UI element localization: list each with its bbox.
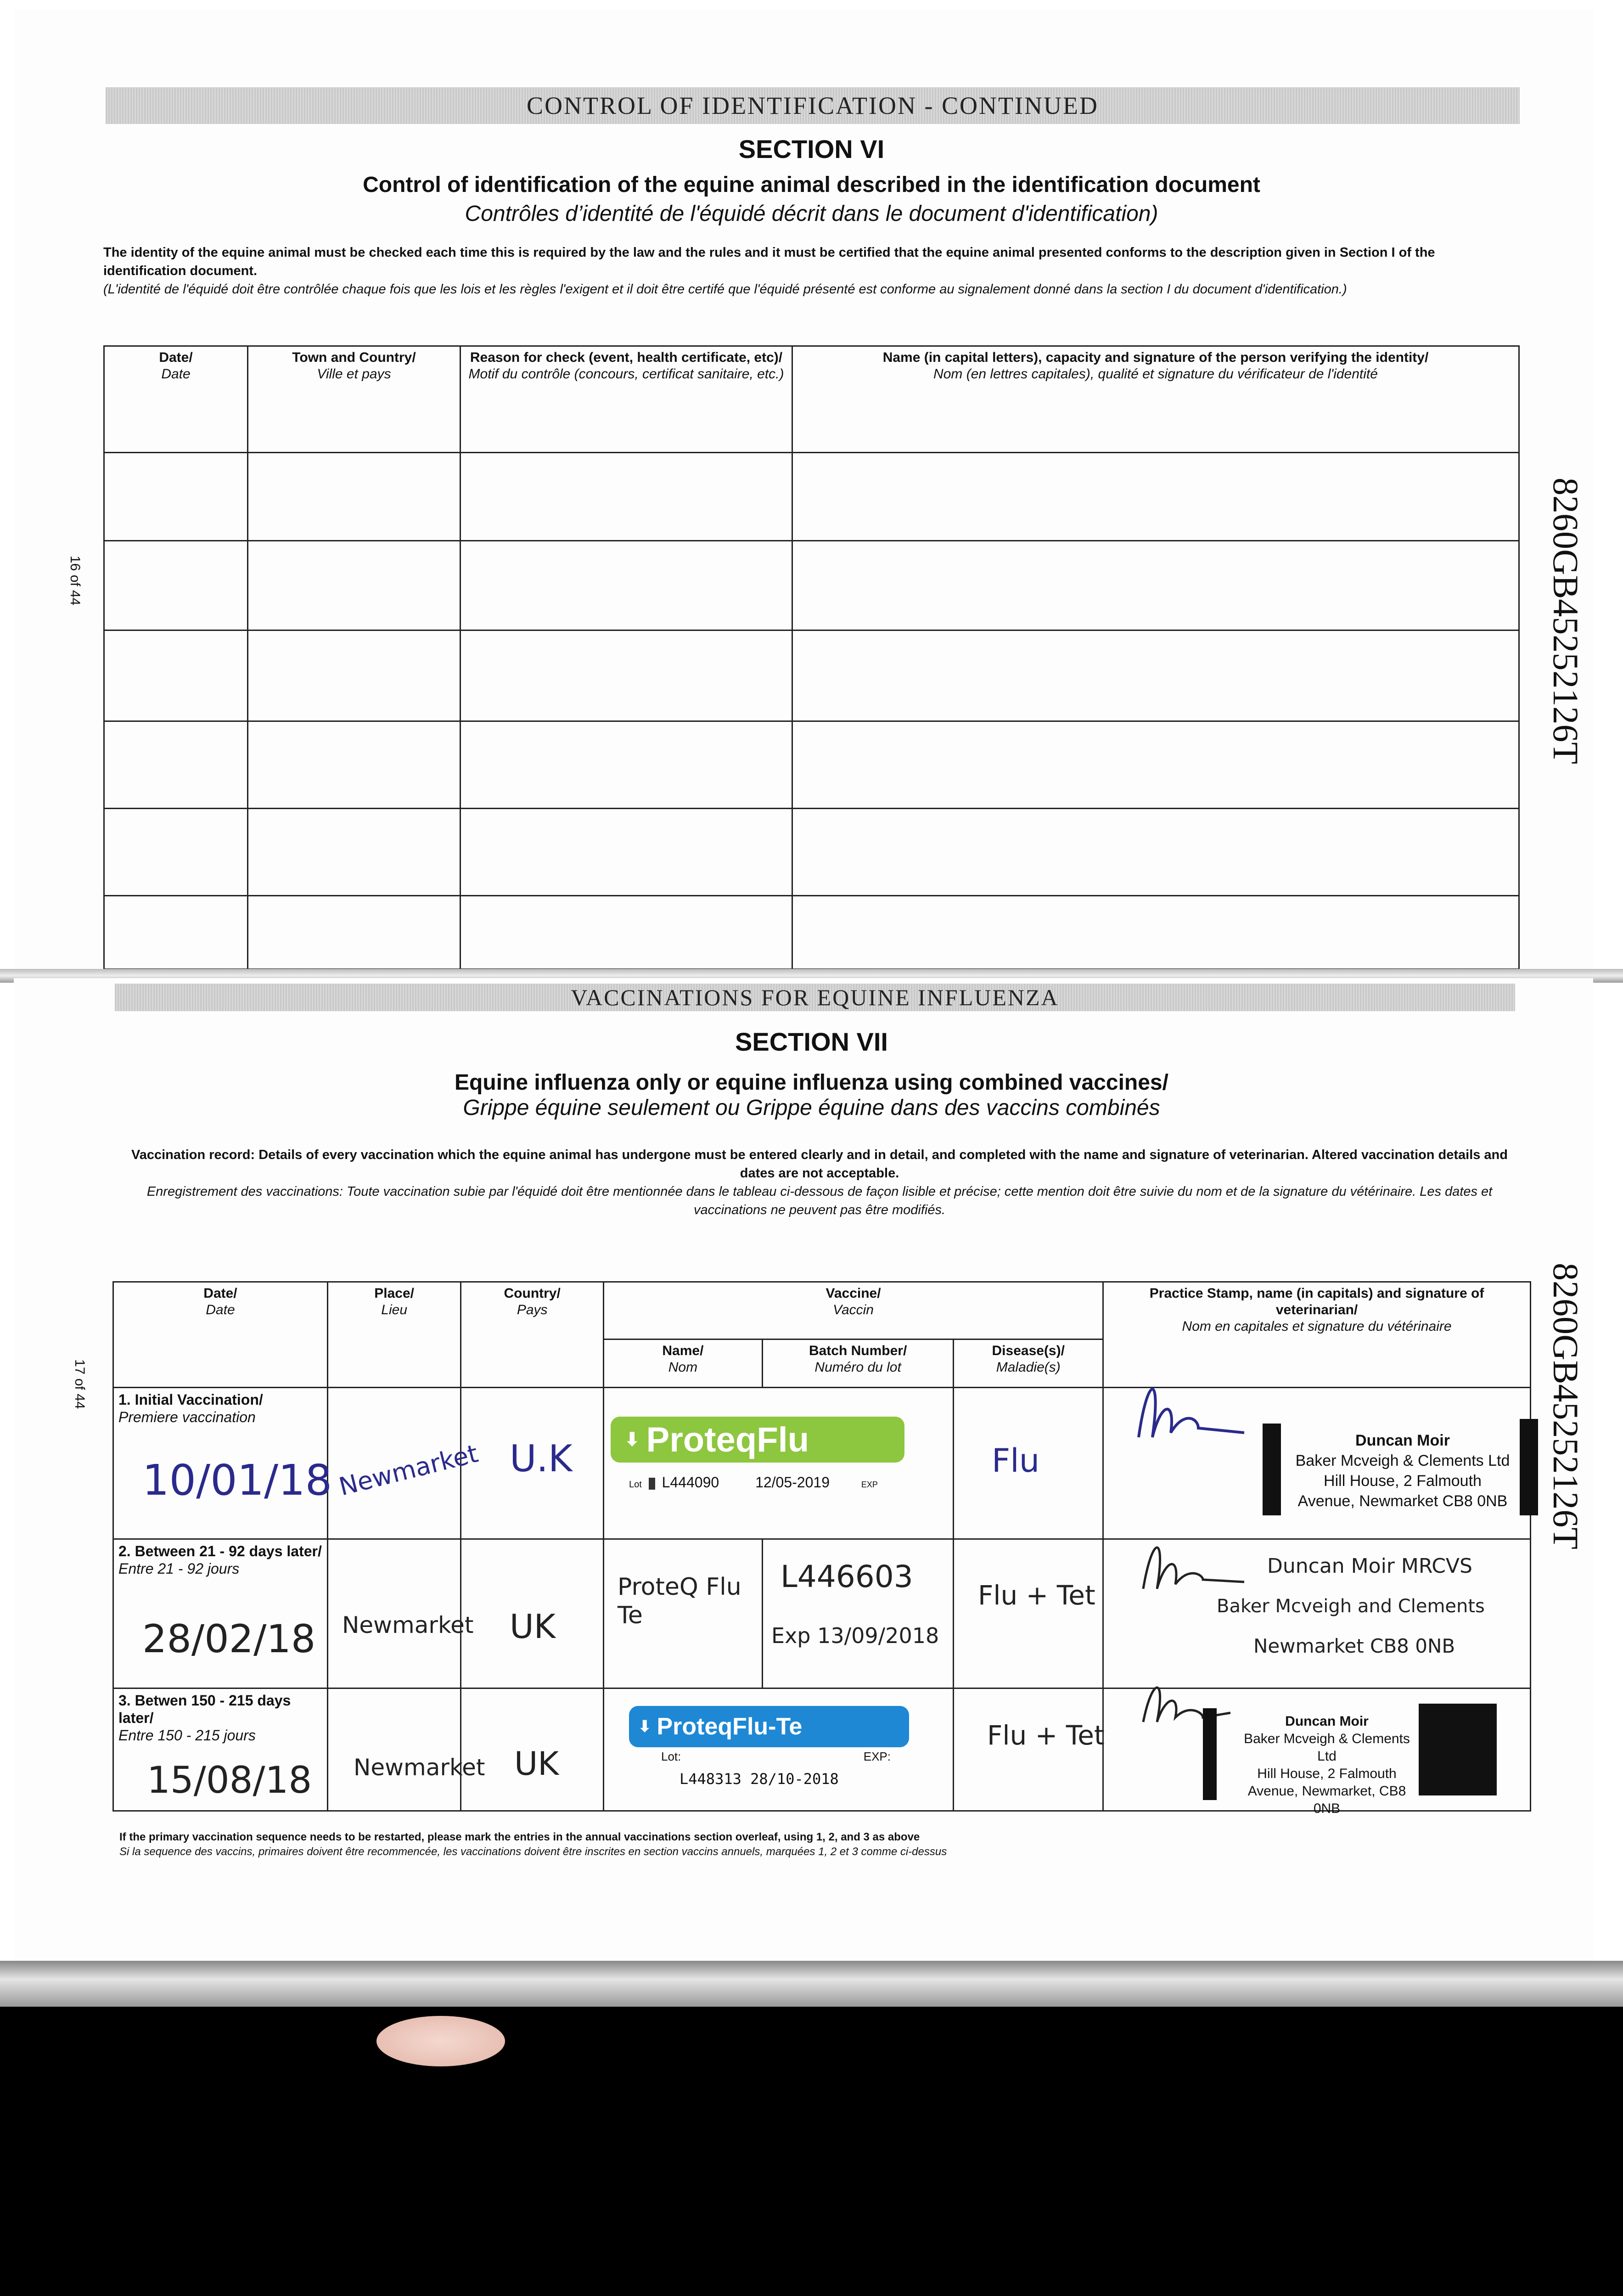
section-vi-heading: SECTION VI (738, 135, 885, 163)
cell[interactable] (104, 809, 248, 896)
col-country: Country/ Pays (461, 1282, 604, 1388)
arrow-down-icon: ⬇ (638, 1718, 651, 1735)
row3-vaccine-label (629, 1706, 909, 1747)
cell[interactable] (104, 896, 248, 969)
col-place: Place/ Lieu (327, 1282, 461, 1388)
cell[interactable] (104, 721, 248, 809)
col-vaccine: Vaccine/ Vaccin (603, 1282, 1103, 1339)
cell[interactable] (248, 809, 461, 896)
section-vi-title-fr: Contrôles d’identité de l'équidé décrit dans le document d'identification) (465, 202, 1158, 226)
cell[interactable] (461, 630, 792, 721)
cell[interactable] (461, 896, 792, 969)
row1-vaccine-label (611, 1417, 904, 1463)
col-disease: Disease(s)/ Maladie(s) (954, 1339, 1103, 1388)
side-id-code-bottom: 8260GB45252126T (1546, 1263, 1586, 1549)
stamp-edge (1520, 1419, 1538, 1515)
table-row (104, 896, 1519, 969)
stamp-edge (1263, 1424, 1281, 1515)
cell[interactable] (104, 541, 248, 630)
section-vii-title-fr: Grippe équine seulement ou Grippe équine dans des vaccins combinés (463, 1096, 1160, 1120)
row2-disease-cell[interactable] (954, 1539, 1103, 1688)
footnote: If the primary vaccination sequence needs to be restarted, please mark the entries in the annual vaccinations section overleaf, using 1, 2, and 3 as above Si la sequence des vaccins, primaires doivent être recommencée, les vaccinations doivent être inscrites en section vaccins annuels, marquées 1, 2 et 3 comme ci-dessus (119, 1831, 947, 1858)
barcode-icon (649, 1478, 655, 1490)
intro-en: The identity of the equine animal must be checked each time this is required by the law and the rules and it must be certified that the equine animal presented conforms to the description given in Section I of the identification document. (103, 245, 1435, 278)
row1-disease: Flu (992, 1442, 1040, 1480)
cell[interactable] (792, 896, 1519, 969)
cell[interactable] (104, 630, 248, 721)
cell[interactable] (461, 453, 792, 541)
thumb (376, 2016, 505, 2066)
row2-date: 28/02/18 (142, 1616, 316, 1661)
col-reason: Reason for check (event, health certificate, etc)/ Motif du contrôle (concours, certificat sanitaire, etc.) (461, 346, 792, 453)
row3-place-cell[interactable] (327, 1688, 461, 1811)
row3-vaccine-brand: ProteqFlu-Te (657, 1713, 803, 1740)
background-dark (0, 2007, 1623, 2296)
row2-place: Newmarket (342, 1612, 474, 1638)
row1-vaccine-brand: ProteqFlu (646, 1420, 809, 1459)
row3-disease: Flu + Tet (987, 1720, 1105, 1751)
col-town-country: Town and Country/ Ville et pays (248, 346, 461, 453)
row1-vaccine-cell[interactable] (603, 1388, 953, 1539)
row2-vet-line-1: Duncan Moir MRCVS (1267, 1554, 1472, 1578)
row1-practice-stamp: Duncan Moir Baker Mcveigh & Clements Ltd Hill House, 2 Falmouth Avenue, Newmarket CB8 0NB (1295, 1432, 1510, 1510)
cell[interactable] (248, 453, 461, 541)
side-id-code-top: 8260GB45252126T (1546, 478, 1586, 764)
row2-batch: L446603 (781, 1559, 913, 1594)
row2-date-cell[interactable]: 2. Between 21 - 92 days later/ Entre 21 - 92 jours (113, 1539, 328, 1688)
row3-signature (1129, 1667, 1244, 1736)
intro-fr: (L'identité de l'équidé doit être contrôlée chaque fois que les lois et les règles l'exigent et il doit être certifé que l'équidé présenté est conforme au signalement donné dans la section I du document d'identification.) (103, 282, 1347, 297)
section-vii-title: Equine influenza only or equine influenza using combined vaccines/ (455, 1070, 1168, 1095)
row2-vet-line-3: Newmarket CB8 0NB (1253, 1635, 1455, 1657)
cell[interactable] (104, 453, 248, 541)
record-fr: Enregistrement des vaccinations: Toute vaccination subie par l'équidé doit être mentionnée dans le tableau ci-dessous de façon lisible et précise; cette mention doit être suivie du nom et de la signature du vétérinaire. Les dates et vaccinations ne peuvent pas être modifiés. (146, 1184, 1493, 1217)
record-en: Vaccination record: Details of every vaccination which the equine animal has undergone must be entered clearly and in detail, and completed with the name and signature of veterinarian. Altered vaccination details and dates are not acceptable. (131, 1148, 1508, 1181)
row1-place: Newmarket (336, 1439, 481, 1502)
section-vii-heading: SECTION VII (735, 1027, 888, 1056)
stamp-edge (1419, 1704, 1497, 1795)
row1-country: U.K (510, 1437, 573, 1480)
row1-signature (1120, 1364, 1258, 1456)
row3-place: Newmarket (354, 1754, 485, 1781)
section-vi-banner: CONTROL OF IDENTIFICATION - CONTINUED (106, 87, 1520, 124)
table-row (104, 630, 1519, 721)
section-vi-title: Control of identification of the equine animal described in the identification document (363, 173, 1260, 197)
row3-lot-labels: Lot: EXP: (661, 1750, 891, 1763)
row3-country: UK (514, 1745, 559, 1783)
row2-signature (1129, 1525, 1258, 1603)
col-vaccine-name: Name/ Nom (603, 1339, 762, 1388)
cell[interactable] (461, 721, 792, 809)
cell[interactable] (461, 809, 792, 896)
row2-batch-expiry: Exp 13/09/2018 (771, 1623, 939, 1648)
cell[interactable] (461, 541, 792, 630)
cell[interactable] (792, 630, 1519, 721)
cell[interactable] (248, 896, 461, 969)
cell[interactable] (792, 809, 1519, 896)
col-date: Date/ Date (113, 1282, 328, 1388)
stamp-edge (1203, 1708, 1217, 1800)
section-vi-intro (103, 243, 1513, 298)
row3-lot-line: L448313 28/10-2018 (680, 1770, 839, 1788)
table-row (104, 809, 1519, 896)
col-date: Date/ Date (104, 346, 248, 453)
cell[interactable] (792, 541, 1519, 630)
cell[interactable] (792, 453, 1519, 541)
cell[interactable] (248, 541, 461, 630)
cell[interactable] (792, 721, 1519, 809)
table-row (104, 721, 1519, 809)
row2-country: UK (510, 1607, 556, 1646)
row2-vet-line-2: Baker Mcveigh and Clements (1217, 1596, 1485, 1617)
page-number-17: 17 of 44 (72, 1359, 87, 1409)
identification-check-table (103, 345, 1520, 970)
row3-date-cell[interactable]: 3. Betwen 150 - 215 days later/ Entre 150 - 215 jours (113, 1688, 328, 1811)
page-number-16: 16 of 44 (67, 556, 83, 606)
row1-date: 10/01/18 (142, 1456, 332, 1505)
row1-date-cell[interactable]: 1. Initial Vaccination/ Premiere vaccination (113, 1388, 328, 1539)
book-cover-edge (0, 1961, 1623, 2007)
table-row (104, 541, 1519, 630)
row3-practice-stamp: Duncan Moir Baker Mcveigh & Clements Ltd Hill House, 2 Falmouth Avenue, Newmarket, CB8 0NB (1244, 1714, 1410, 1816)
section-vii-banner: VACCINATIONS FOR EQUINE INFLUENZA (115, 984, 1515, 1011)
row2-vaccine-name: ProteQ Flu Te (618, 1573, 741, 1629)
col-practice-stamp: Practice Stamp, name (in capitals) and signature of veterinarian/ Nom en capitales et signature du vétérinaire (1103, 1282, 1531, 1388)
arrow-down-icon: ⬇ (624, 1429, 640, 1450)
row1-lot-line: Lot L444090 12/05-2019 EXP (629, 1474, 878, 1491)
vaccination-record-note (117, 1146, 1522, 1219)
col-verifier: Name (in capital letters), capacity and signature of the person verifying the identity/ Nom (en lettres capitales), qualité et signature du vérificateur de l'identité (792, 346, 1519, 453)
row3-date: 15/08/18 (147, 1759, 312, 1801)
cell[interactable] (248, 630, 461, 721)
row2-disease: Flu + Tet (978, 1580, 1095, 1611)
table-row (104, 453, 1519, 541)
col-batch-number: Batch Number/ Numéro du lot (762, 1339, 954, 1388)
cell[interactable] (248, 721, 461, 809)
